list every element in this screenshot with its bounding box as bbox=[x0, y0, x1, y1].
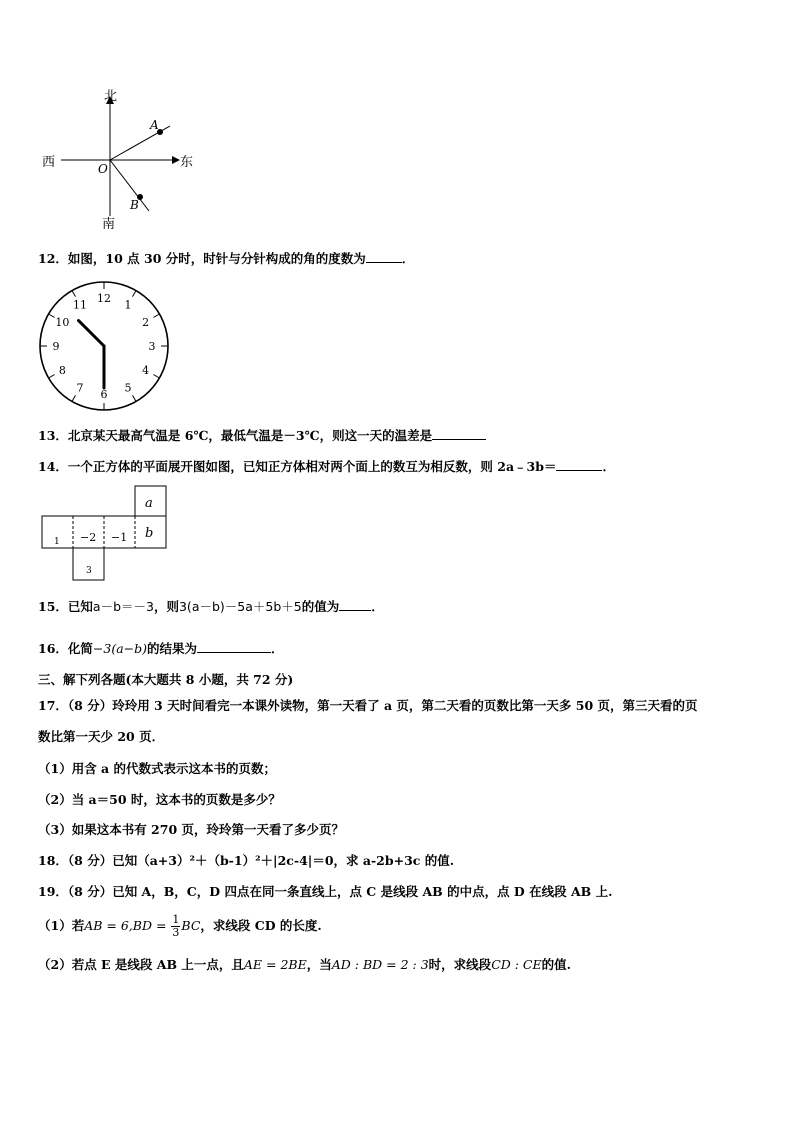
point-b-label: B bbox=[130, 198, 139, 212]
clock-number: 1 bbox=[124, 298, 132, 312]
clock-number: 6 bbox=[100, 388, 108, 401]
compass-figure bbox=[36, 86, 206, 236]
clock-number: 5 bbox=[124, 381, 132, 395]
cube-net-figure bbox=[40, 484, 172, 584]
clock-tick bbox=[72, 395, 76, 401]
clock-tick bbox=[133, 395, 137, 401]
south-label: 南 bbox=[102, 217, 116, 232]
net-cell-label: a bbox=[145, 496, 153, 511]
answer-blank-12[interactable] bbox=[366, 250, 402, 263]
clock-tick bbox=[49, 314, 55, 318]
answer-blank-16[interactable] bbox=[197, 640, 271, 653]
fraction-one-third: $\frac{1}{3}$ bbox=[172, 913, 180, 939]
origin-label: O bbox=[98, 162, 108, 176]
question-17-sub-3: （3）如果这本书有 270 页，玲玲第一天看了多少页？ bbox=[38, 822, 344, 837]
question-19: 19．（8 分）已知 A，B，C，D 四点在同一条直线上，点 C 是线段 AB 的中点，点 D 在线段 AB 上. bbox=[38, 884, 613, 899]
question-14-text: 14．一个正方体的平面展开图如图，已知正方体相对两个面上的数互为相反数，则 2a﹣3b＝ bbox=[38, 459, 557, 474]
clock-number: 4 bbox=[142, 364, 150, 377]
clock-number: 8 bbox=[58, 364, 66, 377]
question-13-text: 13．北京某天最高气温是 6℃，最低气温是－3℃，则这一天的温差是 bbox=[38, 428, 433, 443]
net-cell-label: b bbox=[145, 526, 154, 541]
clock-figure bbox=[36, 278, 172, 414]
question-15: 15．已知a－b＝－3，则3(a－b)－5a＋5b＋5的值为 ． bbox=[38, 599, 384, 614]
question-13 bbox=[38, 427, 486, 444]
clock-number: 12 bbox=[97, 292, 111, 305]
clock-tick bbox=[49, 375, 55, 379]
clock-number: 9 bbox=[52, 340, 60, 353]
net-cell-label: −1 bbox=[111, 531, 128, 544]
condition-expression: a－b＝－3 bbox=[92, 599, 154, 614]
question-17-line-1: 17．（8 分）玲玲用 3 天时间看完一本课外读物，第一天看了 a 页，第二天看的页数比第一天多 50 页，第三天看的页 bbox=[38, 698, 698, 713]
question-14: 14．一个正方体的平面展开图如图，已知正方体相对两个面上的数互为相反数，则 2a﹣3b＝ ． bbox=[38, 459, 615, 474]
clock-number: 10 bbox=[55, 316, 70, 329]
question-17-sub-1: （1）用含 a 的代数式表示这本书的页数； bbox=[38, 761, 277, 776]
clock-number: 7 bbox=[76, 381, 84, 395]
east-arrow bbox=[172, 156, 180, 164]
hour-hand bbox=[79, 321, 104, 346]
clock-number: 3 bbox=[148, 340, 156, 353]
question-17-line-2: 数比第一天少 20 页． bbox=[38, 729, 165, 744]
point-a-label: A bbox=[150, 118, 159, 132]
question-18: 18．（8 分）已知（a+3）²＋（b-1）²＋|2c-4|＝0，求 a-2b+3c 的值. bbox=[38, 853, 455, 868]
west-label: 西 bbox=[42, 155, 56, 170]
question-19-sub-2: （2）若点 E 是线段 AB 上一点，且AE = 2BE，当AD : BD = 2 : 3时，求线段CD : CE的值. bbox=[38, 957, 571, 972]
question-17-sub-2: （2）当 a＝50 时，这本书的页数是多少？ bbox=[38, 792, 281, 807]
answer-blank-15[interactable] bbox=[339, 598, 371, 611]
simplify-expression: −3(a−b) bbox=[92, 641, 148, 656]
clock-tick bbox=[153, 375, 159, 379]
east-label: 东 bbox=[180, 155, 194, 170]
target-expression: 3(a－b)－5a＋5b＋5 bbox=[178, 599, 302, 614]
clock-number: 2 bbox=[142, 316, 150, 329]
net-cell-label: 3 bbox=[86, 566, 92, 576]
question-16: 16．化简−3(a−b)的结果为 ． bbox=[38, 641, 284, 656]
clock-tick bbox=[133, 291, 137, 297]
question-19-sub-1: （1）若AB = 6,BD = $\frac{1}{3}$ BC，求线段 CD 的长度. bbox=[38, 913, 322, 939]
clock-number: 11 bbox=[73, 298, 87, 312]
clock-tick bbox=[153, 314, 159, 318]
answer-blank-13[interactable] bbox=[432, 427, 486, 440]
section-3-title: 三、解下列各题(本大题共 8 小题，共 72 分) bbox=[38, 672, 294, 687]
clock-tick bbox=[72, 291, 76, 297]
question-12-text: 12．如图，10 点 30 分时，时针与分针构成的角的度数为 bbox=[38, 251, 366, 266]
net-cell-label: 1 bbox=[54, 537, 60, 547]
answer-blank-14[interactable] bbox=[556, 458, 602, 471]
north-label: 北 bbox=[104, 89, 118, 104]
net-cell-label: −2 bbox=[80, 531, 97, 544]
question-12: 12．如图，10 点 30 分时，时针与分针构成的角的度数为 ． bbox=[38, 251, 415, 266]
